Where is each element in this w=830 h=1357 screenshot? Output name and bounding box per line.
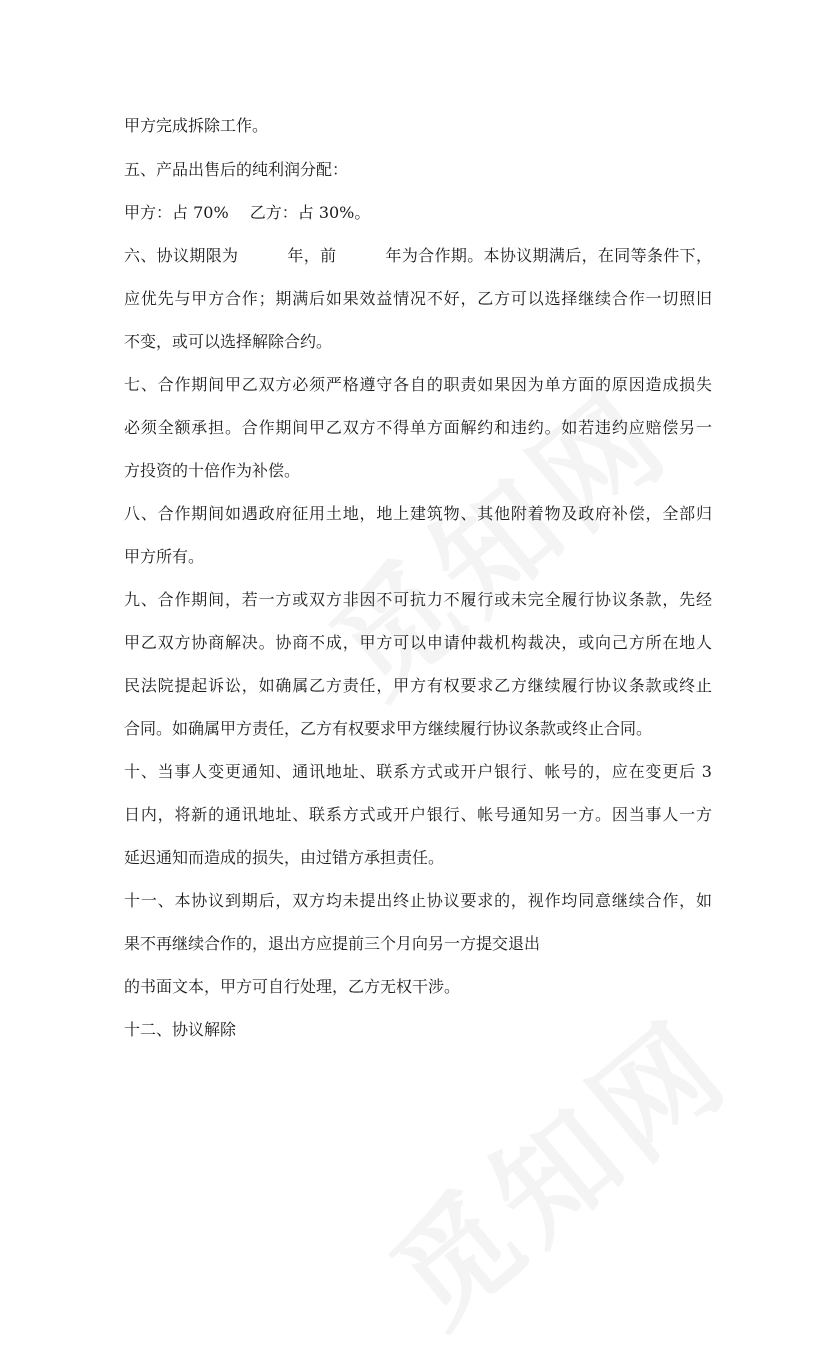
paragraph-line: 九、合作期间，若一方或双方非因不可抗力不履行或未完全履行协议条款，先经: [124, 590, 712, 609]
paragraph-line: 甲乙双方协商解决。协商不成，甲方可以申请仲裁机构裁决，或向己方所在地人: [124, 633, 712, 652]
paragraph-line: 合同。如确属甲方责任，乙方有权要求甲方继续履行协议条款或终止合同。: [124, 719, 653, 738]
paragraph-line: 必须全额承担。合作期间甲乙双方不得单方面解约和违约。如若违约应赔偿另一: [124, 418, 712, 437]
paragraph-line: 日内，将新的通讯地址、联系方式或开户银行、帐号通知另一方。因当事人一方: [124, 805, 712, 824]
paragraph-line: 七、合作期间甲乙双方必须严格遵守各自的职责如果因为单方面的原因造成损失: [124, 375, 712, 394]
paragraph-line: 甲方：占 70% 乙方：占 30%。: [124, 203, 371, 222]
paragraph-line: 方投资的十倍作为补偿。: [124, 461, 301, 480]
paragraph-line: 六、协议期限为 年，前 年为合作期。本协议期满后，在同等条件下，: [124, 246, 712, 265]
paragraph-line: 民法院提起诉讼，如确属乙方责任，甲方有权要求乙方继续履行协议条款或终止: [124, 676, 712, 695]
paragraph-line: 延迟通知而造成的损失，由过错方承担责任。: [124, 848, 445, 867]
paragraph-line: 应优先与甲方合作；期满后如果效益情况不好，乙方可以选择继续合作一切照旧: [124, 289, 712, 308]
section-heading: 五、产品出售后的纯利润分配：: [124, 160, 349, 179]
paragraph-line: 不变，或可以选择解除合约。: [124, 332, 333, 351]
section-heading: 十二、协议解除: [124, 1020, 237, 1039]
paragraph-line: 十、当事人变更通知、通讯地址、联系方式或开户银行、帐号的，应在变更后 3: [124, 762, 712, 781]
watermark: [290, 345, 699, 727]
paragraph-line: 甲方完成拆除工作。: [124, 116, 269, 135]
paragraph-line: 果不再继续合作的，退出方应提前三个月向另一方提交退出: [124, 934, 541, 953]
paragraph-line: 的书面文本，甲方可自行处理，乙方无权干涉。: [124, 977, 461, 996]
paragraph-line: 甲方所有。: [124, 547, 205, 566]
paragraph-line: 八、合作期间如遇政府征用土地，地上建筑物、其他附着物及政府补偿，全部归: [124, 504, 712, 523]
paragraph-line: 十一、本协议到期后，双方均未提出终止协议要求的，视作均同意继续合作，如: [124, 891, 712, 910]
